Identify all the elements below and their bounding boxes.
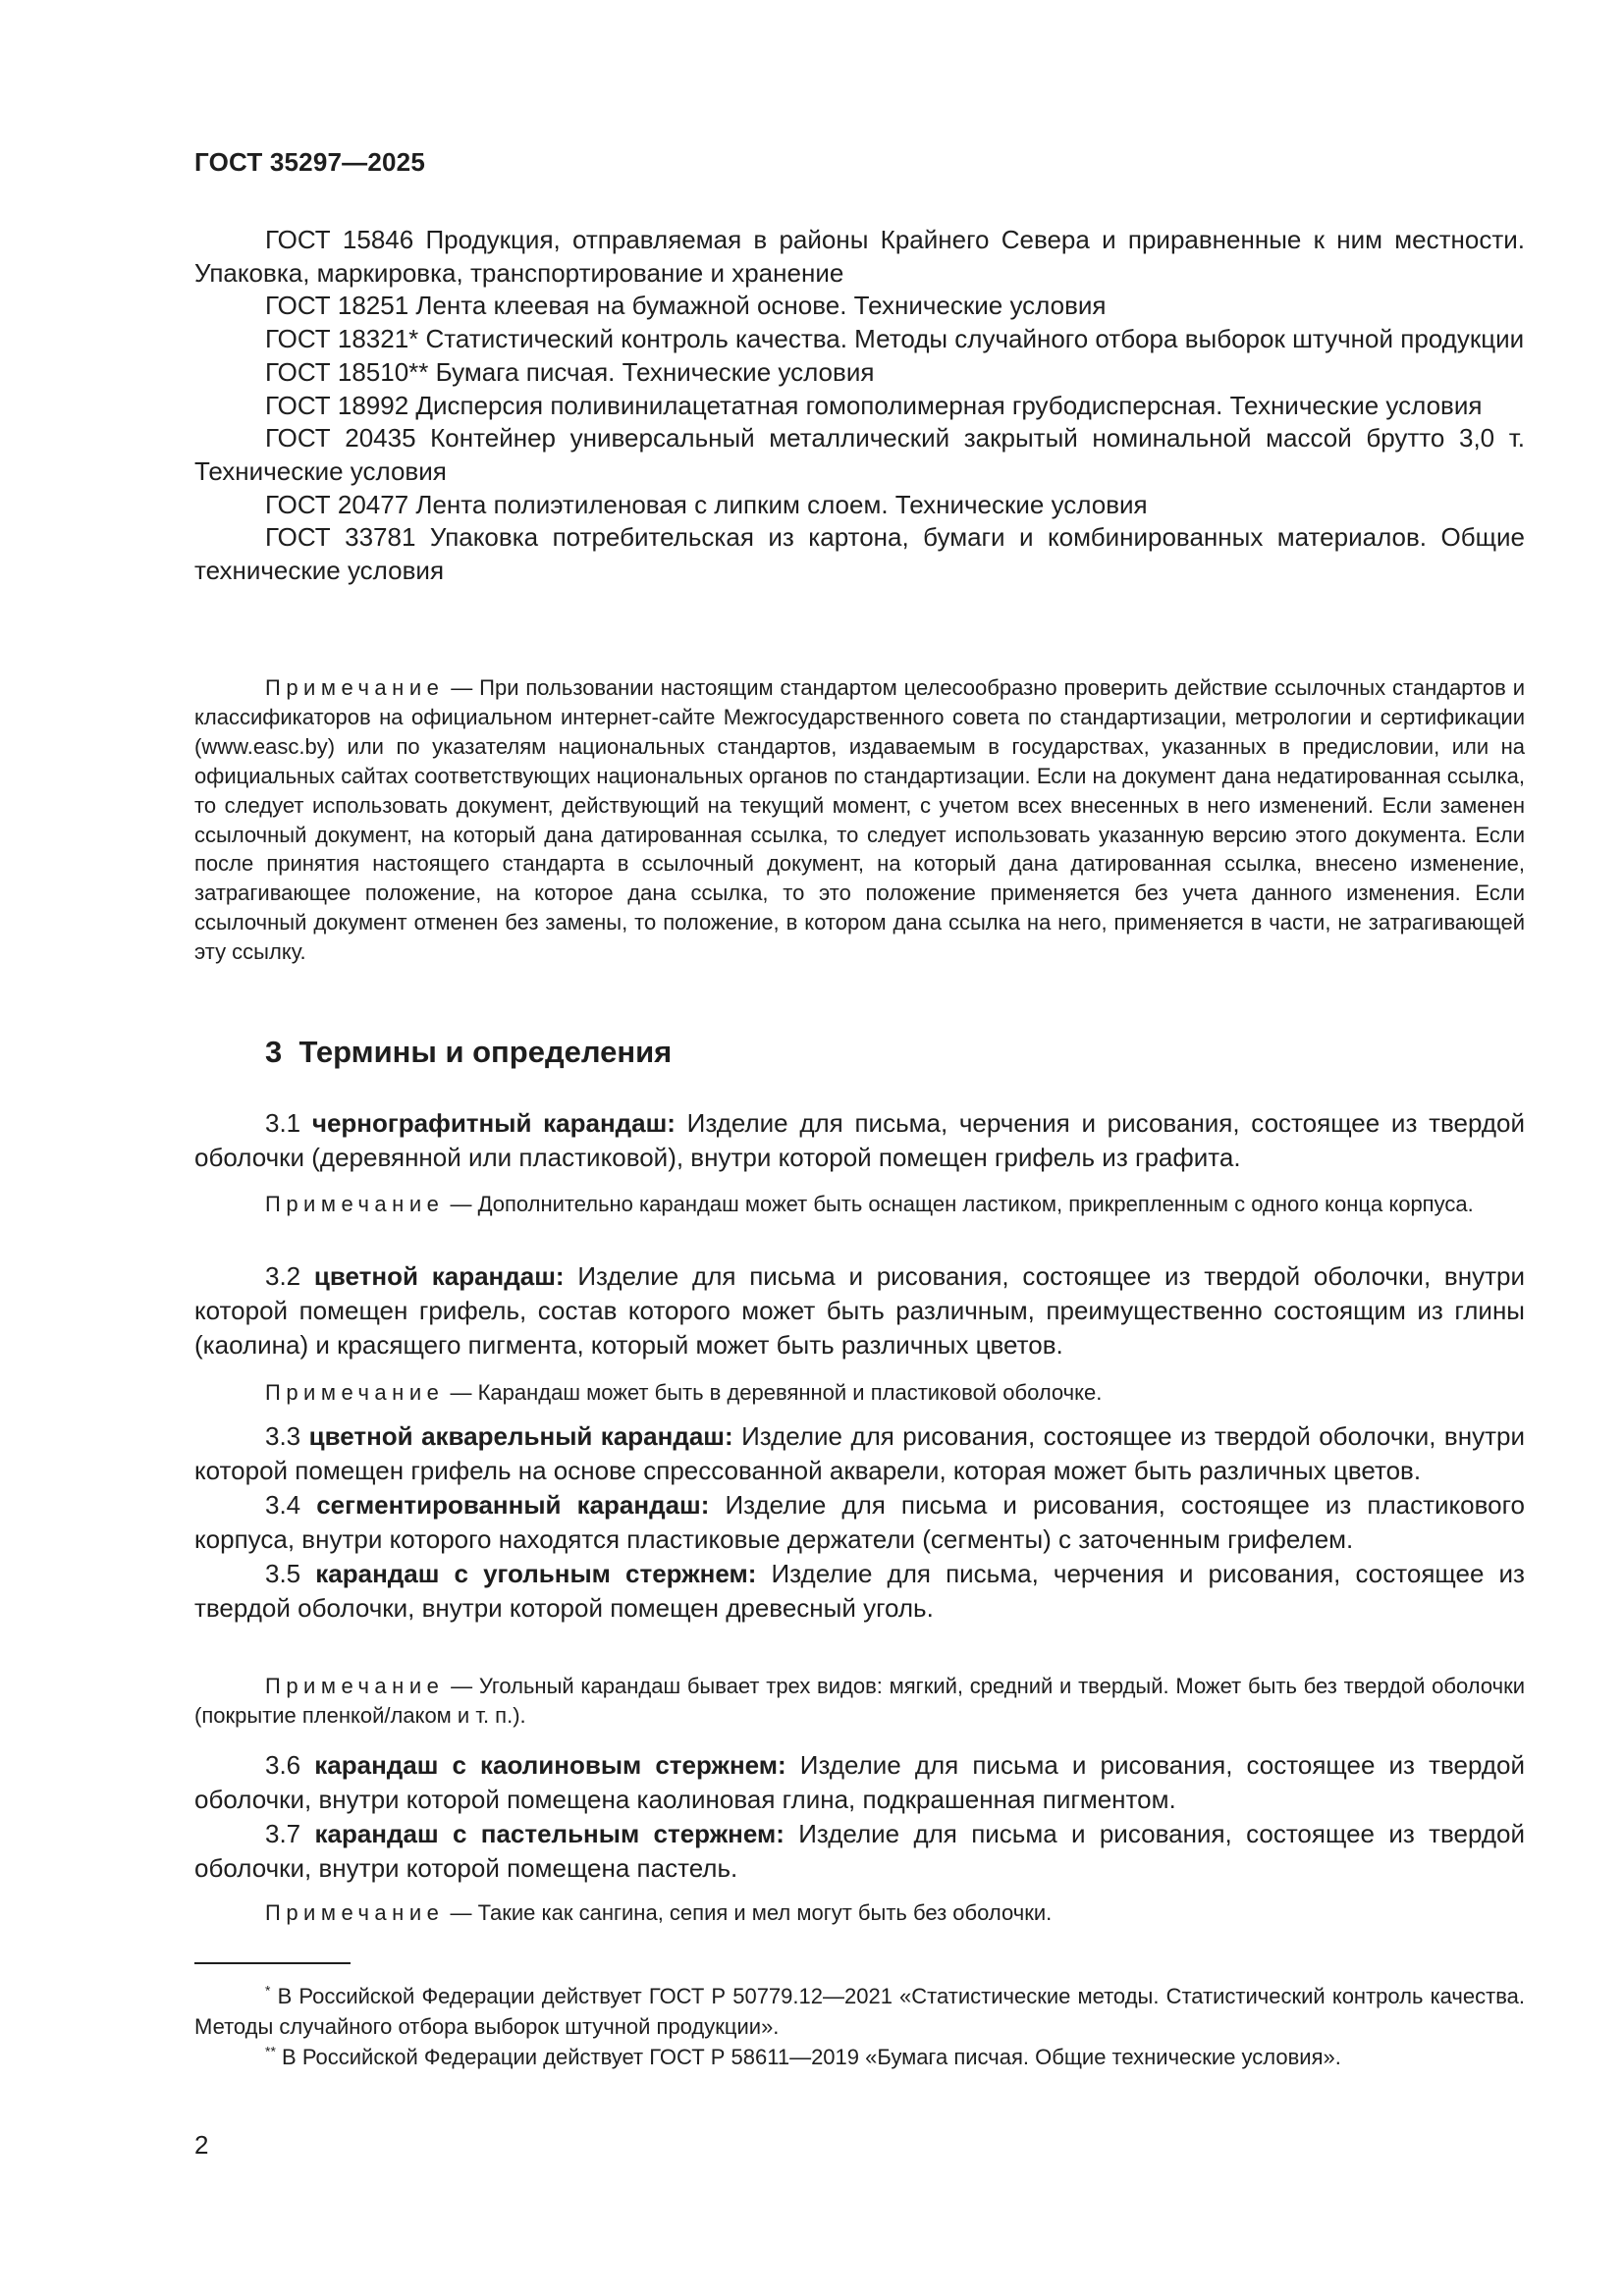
note-label: Примечание — [265, 675, 445, 700]
term-3-7-note — [194, 1898, 1525, 1928]
term-number: 3.2 — [265, 1261, 301, 1291]
term-definition: Изделие для письма и рисования, состоящее из твердой оболочки, внутри которой помещен грифель, состав которого может быть различным, преимущественно состоящим из глины (каолина) и красящего пигмента, который может быть различных цветов. — [194, 1261, 1525, 1360]
term-number: 3.7 — [265, 1819, 301, 1848]
term-name: карандаш с пастельным стержнем: — [314, 1819, 785, 1848]
footnote — [194, 2042, 1525, 2072]
term-3-2-note — [194, 1378, 1525, 1408]
terms-3-6-to-3-7 — [194, 1748, 1525, 1886]
note-text: — Такие как сангина, сепия и мел могут быть без оболочки. — [450, 1900, 1053, 1925]
term-definition: Изделие для письма и рисования, состоящее из твердой оболочки, внутри которой помещена пастель. — [194, 1819, 1525, 1883]
reference-note — [194, 673, 1525, 967]
term-definition: Изделие для рисования, состоящее из твердой оболочки, внутри которой помещен грифель на основе спрессованной акварели, которая может быть различных цветов. — [194, 1421, 1525, 1485]
footnote — [194, 1981, 1525, 2042]
note-label: Примечание — [265, 1380, 445, 1405]
term-3-7 — [194, 1817, 1525, 1886]
term-name: цветной акварельный карандаш: — [308, 1421, 733, 1451]
footnote-separator — [194, 1962, 351, 1964]
note-label: Примечание — [265, 1900, 445, 1925]
term-3-5-note — [194, 1672, 1525, 1731]
note-text: — При пользовании настоящим стандартом целесообразно проверить действие ссылочных стандартов и классификаторов на официальном интернет-сайте Межгосударственного совета по стандартизации, метрологии и сертификации (www.easc.by) или по указателям национальных стандартов, издаваемым в государствах, указанных в предисловии, или на официальных сайтах соответствующих национальных органов по стандартизации. Если на документ дана недатированная ссылка, то следует использовать документ, действующий на текущий момент, с учетом всех внесенных в него изменений. Если заменен ссылочный документ, на который дана датированная ссылка, то следует использовать указанную версию этого документа. Если после принятия настоящего стандарта в ссылочный документ, на который дана датированная ссылка, внесено изменение, затрагивающее положение, на которое дана ссылка, то это положение применяется без учета данного изменения. Если ссылочный документ отменен без замены, то положение, в котором дана ссылка на него, применяется в части, не затрагивающей эту ссылку. — [194, 675, 1525, 965]
reference-item: ГОСТ 20477 Лента полиэтиленовая с липким слоем. Технические условия — [265, 489, 1148, 519]
term-number: 3.6 — [265, 1750, 301, 1780]
reference-item: ГОСТ 18510** Бумага писчая. Технические условия — [265, 356, 875, 387]
term-definition: Изделие для письма и рисования, состоящее из твердой оболочки, внутри которой помещена каолиновая глина, подкрашенная пигментом. — [194, 1750, 1525, 1814]
term-name: чернографитный карандаш: — [311, 1108, 676, 1138]
page-number: 2 — [194, 2130, 209, 2160]
term-3-6 — [194, 1748, 1525, 1817]
note-text: — Угольный карандаш бывает трех видов: мягкий, средний и твердый. Может быть без твердой оболочки (покрытие пленкой/лаком и т. п.). — [194, 1674, 1525, 1728]
footnote-mark: * — [265, 1982, 271, 1999]
reference-item: ГОСТ 15846 Продукция, отправляемая в районы Крайнего Севера и приравненные к ним местности. Упаковка, маркировка, транспортирование и хранение — [194, 225, 1525, 288]
terms-3-3-to-3-5 — [194, 1419, 1525, 1626]
term-3-3 — [194, 1419, 1525, 1488]
note-label: Примечание — [265, 1674, 445, 1698]
reference-item: ГОСТ 18321* Статистический контроль качества. Методы случайного отбора выборок штучной продукции — [265, 324, 1525, 354]
term-definition: Изделие для письма, черчения и рисования, состоящее из твердой оболочки, внутри которой помещен древесный уголь. — [194, 1559, 1525, 1623]
footnote-mark: ** — [265, 2043, 276, 2059]
reference-item: ГОСТ 33781 Упаковка потребительская из картона, бумаги и комбинированных материалов. Общие технические условия — [194, 522, 1525, 586]
term-name: сегментированный карандаш: — [316, 1490, 710, 1520]
footnote-text: В Российской Федерации действует ГОСТ Р 50779.12—2021 «Статистические методы. Статистический контроль качества. Методы случайного отбора выборок штучной продукции». — [194, 1984, 1525, 2039]
term-3-1 — [194, 1106, 1525, 1175]
term-number: 3.3 — [265, 1421, 301, 1451]
note-text: — Дополнительно карандаш может быть оснащен ластиком, прикрепленным с одного конца корпуса. — [450, 1192, 1474, 1216]
term-definition: Изделие для письма и рисования, состоящее из пластикового корпуса, внутри которого находятся пластиковые держатели (сегменты) с заточенным грифелем. — [194, 1490, 1525, 1554]
section-number: 3 — [265, 1035, 283, 1069]
reference-item: ГОСТ 18251 Лента клеевая на бумажной основе. Технические условия — [265, 291, 1107, 321]
term-name: карандаш с каолиновым стержнем: — [314, 1750, 786, 1780]
term-name: карандаш с угольным стержнем: — [315, 1559, 757, 1588]
term-3-4 — [194, 1488, 1525, 1557]
term-number: 3.5 — [265, 1559, 301, 1588]
term-number: 3.1 — [265, 1108, 301, 1138]
term-3-1-note — [194, 1190, 1525, 1219]
note-label: Примечание — [265, 1192, 445, 1216]
section-title — [265, 1035, 672, 1070]
reference-item: ГОСТ 20435 Контейнер универсальный металлический закрытый номинальной массой брутто 3,0 т. Технические условия — [194, 423, 1525, 486]
footnotes — [194, 1981, 1525, 2072]
footnote-text: В Российской Федерации действует ГОСТ Р 58611—2019 «Бумага писчая. Общие технические условия». — [282, 2045, 1341, 2069]
term-number: 3.4 — [265, 1490, 301, 1520]
term-3-2 — [194, 1259, 1525, 1362]
term-name: цветной карандаш: — [313, 1261, 565, 1291]
reference-item: ГОСТ 18992 Дисперсия поливинилацетатная гомополимерная грубодисперсная. Технические условия — [265, 390, 1483, 420]
term-definition: Изделие для письма, черчения и рисования, состоящее из твердой оболочки (деревянной или пластиковой), внутри которой помещен грифель из графита. — [194, 1108, 1525, 1172]
references-list — [194, 224, 1525, 588]
note-text: — Карандаш может быть в деревянной и пластиковой оболочке. — [450, 1380, 1103, 1405]
term-3-5 — [194, 1557, 1525, 1626]
document-header: ГОСТ 35297—2025 — [194, 147, 425, 177]
section-title-text: Термины и определения — [298, 1035, 673, 1069]
